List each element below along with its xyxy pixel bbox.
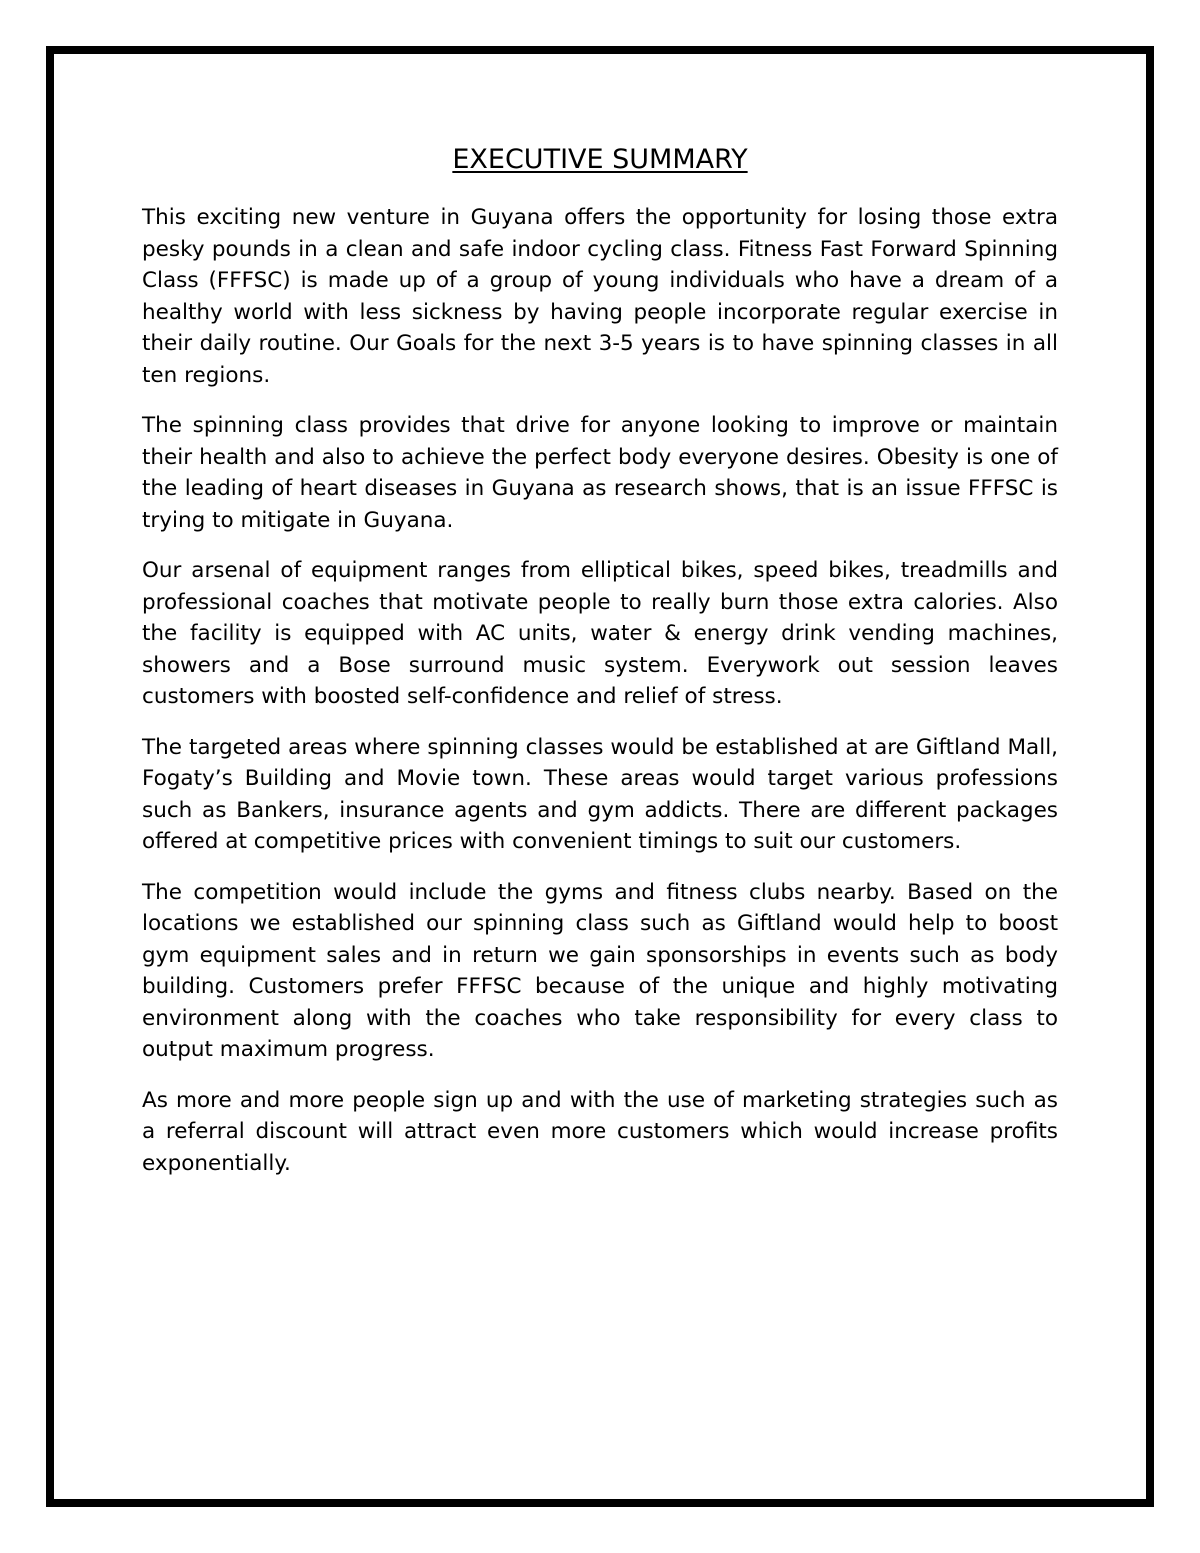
document-body	[142, 140, 1058, 1198]
paragraph-equipment: Our arsenal of equipment ranges from elliptical bikes, speed bikes, treadmills and professional coaches that motivate people to really burn those extra calories. Also the facility is equipped with AC units, water & energy drink vending machines, showers and a Bose surround music system. Everywork out session leaves customers with boosted self-confidence and relief of stress.	[142, 558, 1058, 709]
paragraph-intro: This exciting new venture in Guyana offers the opportunity for losing those extra pesky pounds in a clean and safe indoor cycling class. Fitness Fast Forward Spinning Class (FFFSC) is made up of a group of young individuals who have a dream of a healthy world with less sickness by having people incorporate regular exercise in their daily routine. Our Goals for the next 3-5 years is to have spinning classes in all ten regions.	[142, 205, 1058, 388]
paragraph-competition: The competition would include the gyms and fitness clubs nearby. Based on the locations we established our spinning class such as Giftland would help to boost gym equipment sales and in return we gain sponsorships in events such as body building. Customers prefer FFFSC because of the unique and highly motivating environment along with the coaches who take responsibility for every class to output maximum progress.	[142, 879, 1058, 1062]
paragraph-target-areas: The targeted areas where spinning classes would be established at are Giftland Mall, Fogaty’s Building and Movie town. These areas would target various professions such as Bankers, insurance agents and gym addicts. There are different packages offered at competitive prices with convenient timings to suit our customers.	[142, 734, 1058, 854]
page-title: EXECUTIVE SUMMARY	[452, 144, 748, 175]
paragraph-growth: As more and more people sign up and with the use of marketing strategies such as a referral discount will attract even more customers which would increase profits exponentially.	[142, 1087, 1058, 1176]
paragraph-health: The spinning class provides that drive for anyone looking to improve or maintain their health and also to achieve the perfect body everyone desires. Obesity is one of the leading of heart diseases in Guyana as research shows, that is an issue FFFSC is trying to mitigate in Guyana.	[142, 413, 1058, 533]
